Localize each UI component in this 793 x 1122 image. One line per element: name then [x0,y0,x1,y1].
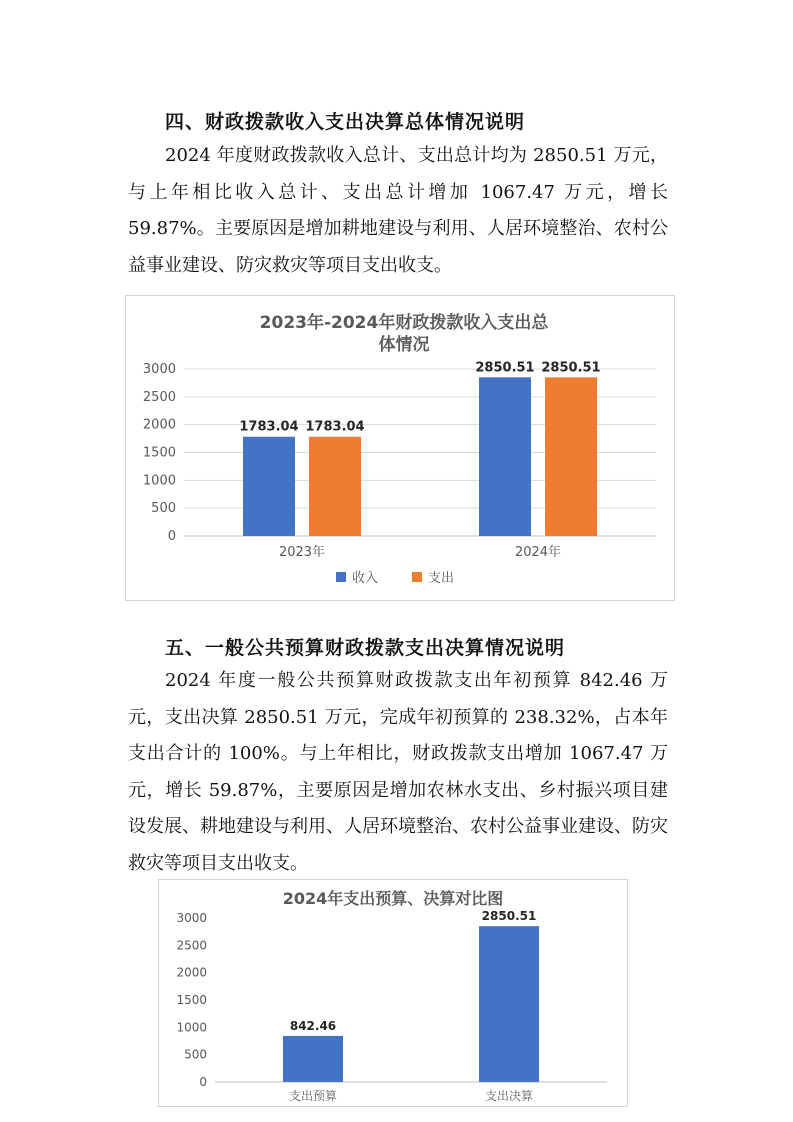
chart-1-title-line-2: 体情况 [378,335,430,355]
chart1-bar [479,377,531,536]
legend-label-expense: 支出 [428,571,455,586]
chart1-y-tick-label: 2500 [142,389,176,405]
chart1-y-tick-label: 2000 [142,417,176,433]
chart1-bar [243,437,295,536]
chart2-x-tick-label: 支出决算 [484,1089,534,1103]
chart1-y-tick-label: 1000 [142,473,176,489]
chart-2 [158,879,628,1107]
chart1-x-tick-label: 2023年 [278,545,326,560]
chart2-y-tick-label: 2000 [176,965,207,980]
chart-2-svg [159,880,627,1106]
chart1-data-label: 1783.04 [305,419,365,435]
chart-2-title: 2024年支出预算、决算对比图 [282,889,504,908]
legend-label-income: 收入 [352,571,379,586]
chart2-data-label: 842.46 [289,1018,337,1033]
chart2-y-tick-label: 0 [199,1075,207,1089]
chart1-data-label: 2850.51 [541,360,601,376]
chart2-bar [283,1036,343,1082]
chart1-y-tick-label: 0 [167,529,176,544]
chart1-data-label: 1783.04 [239,419,299,435]
chart2-bar [479,926,539,1082]
chart2-y-tick-label: 1500 [176,993,207,1007]
chart1-bar [309,437,361,536]
chart2-y-tick-label: 1000 [176,1020,207,1035]
section-4-heading: 四、财政拨款收入支出决算总体情况说明 [165,111,526,133]
legend-swatch-income [336,572,346,582]
chart2-data-label: 2850.51 [481,909,537,924]
chart2-y-tick-label: 500 [184,1047,207,1062]
section-4-paragraph: 2024 年度财政拨款收入总计、支出总计均为 2850.51 万元，与上年相比收入总计、支出总计增加 1067.47 万元，增长 59.87%。主要原因是增加耕地建设与利用、人居环境整治、农村公益事业建设、防灾救灾等项目支出收支。 [128,145,668,276]
section-5-heading: 五、一般公共预算财政拨款支出决算情况说明 [165,637,566,659]
chart1-y-tick-label: 3000 [142,362,176,377]
chart1-data-label: 2850.51 [475,360,535,376]
chart2-x-tick-label: 支出预算 [288,1089,338,1103]
chart2-y-tick-label: 2500 [176,938,207,953]
section-5-paragraph: 2024 年度一般公共预算财政拨款支出年初预算 842.46 万元，支出决算 2850.51 万元，完成年初预算的 238.32%，占本年支出合计的 100%。与上年相比，财政拨款支出增加 1067.47 万元，增长 59.87%，主要原因是增加农林水支出、乡村振兴项目建设发展、耕地建设与利用、人居环境整治、农村公益事业建设、防灾救灾等项目支出收支。 [128,670,668,874]
chart2-y-tick-label: 3000 [176,911,207,925]
legend-swatch-expense [412,572,422,582]
chart1-y-tick-label: 500 [151,501,176,517]
chart-1 [125,295,675,601]
chart1-x-tick-label: 2024年 [514,545,562,560]
chart1-y-tick-label: 1500 [142,445,176,461]
chart-1-title-line-1: 2023年-2024年财政拨款收入支出总 [259,313,549,333]
chart1-bar [545,377,597,536]
chart-1-svg [126,296,674,600]
